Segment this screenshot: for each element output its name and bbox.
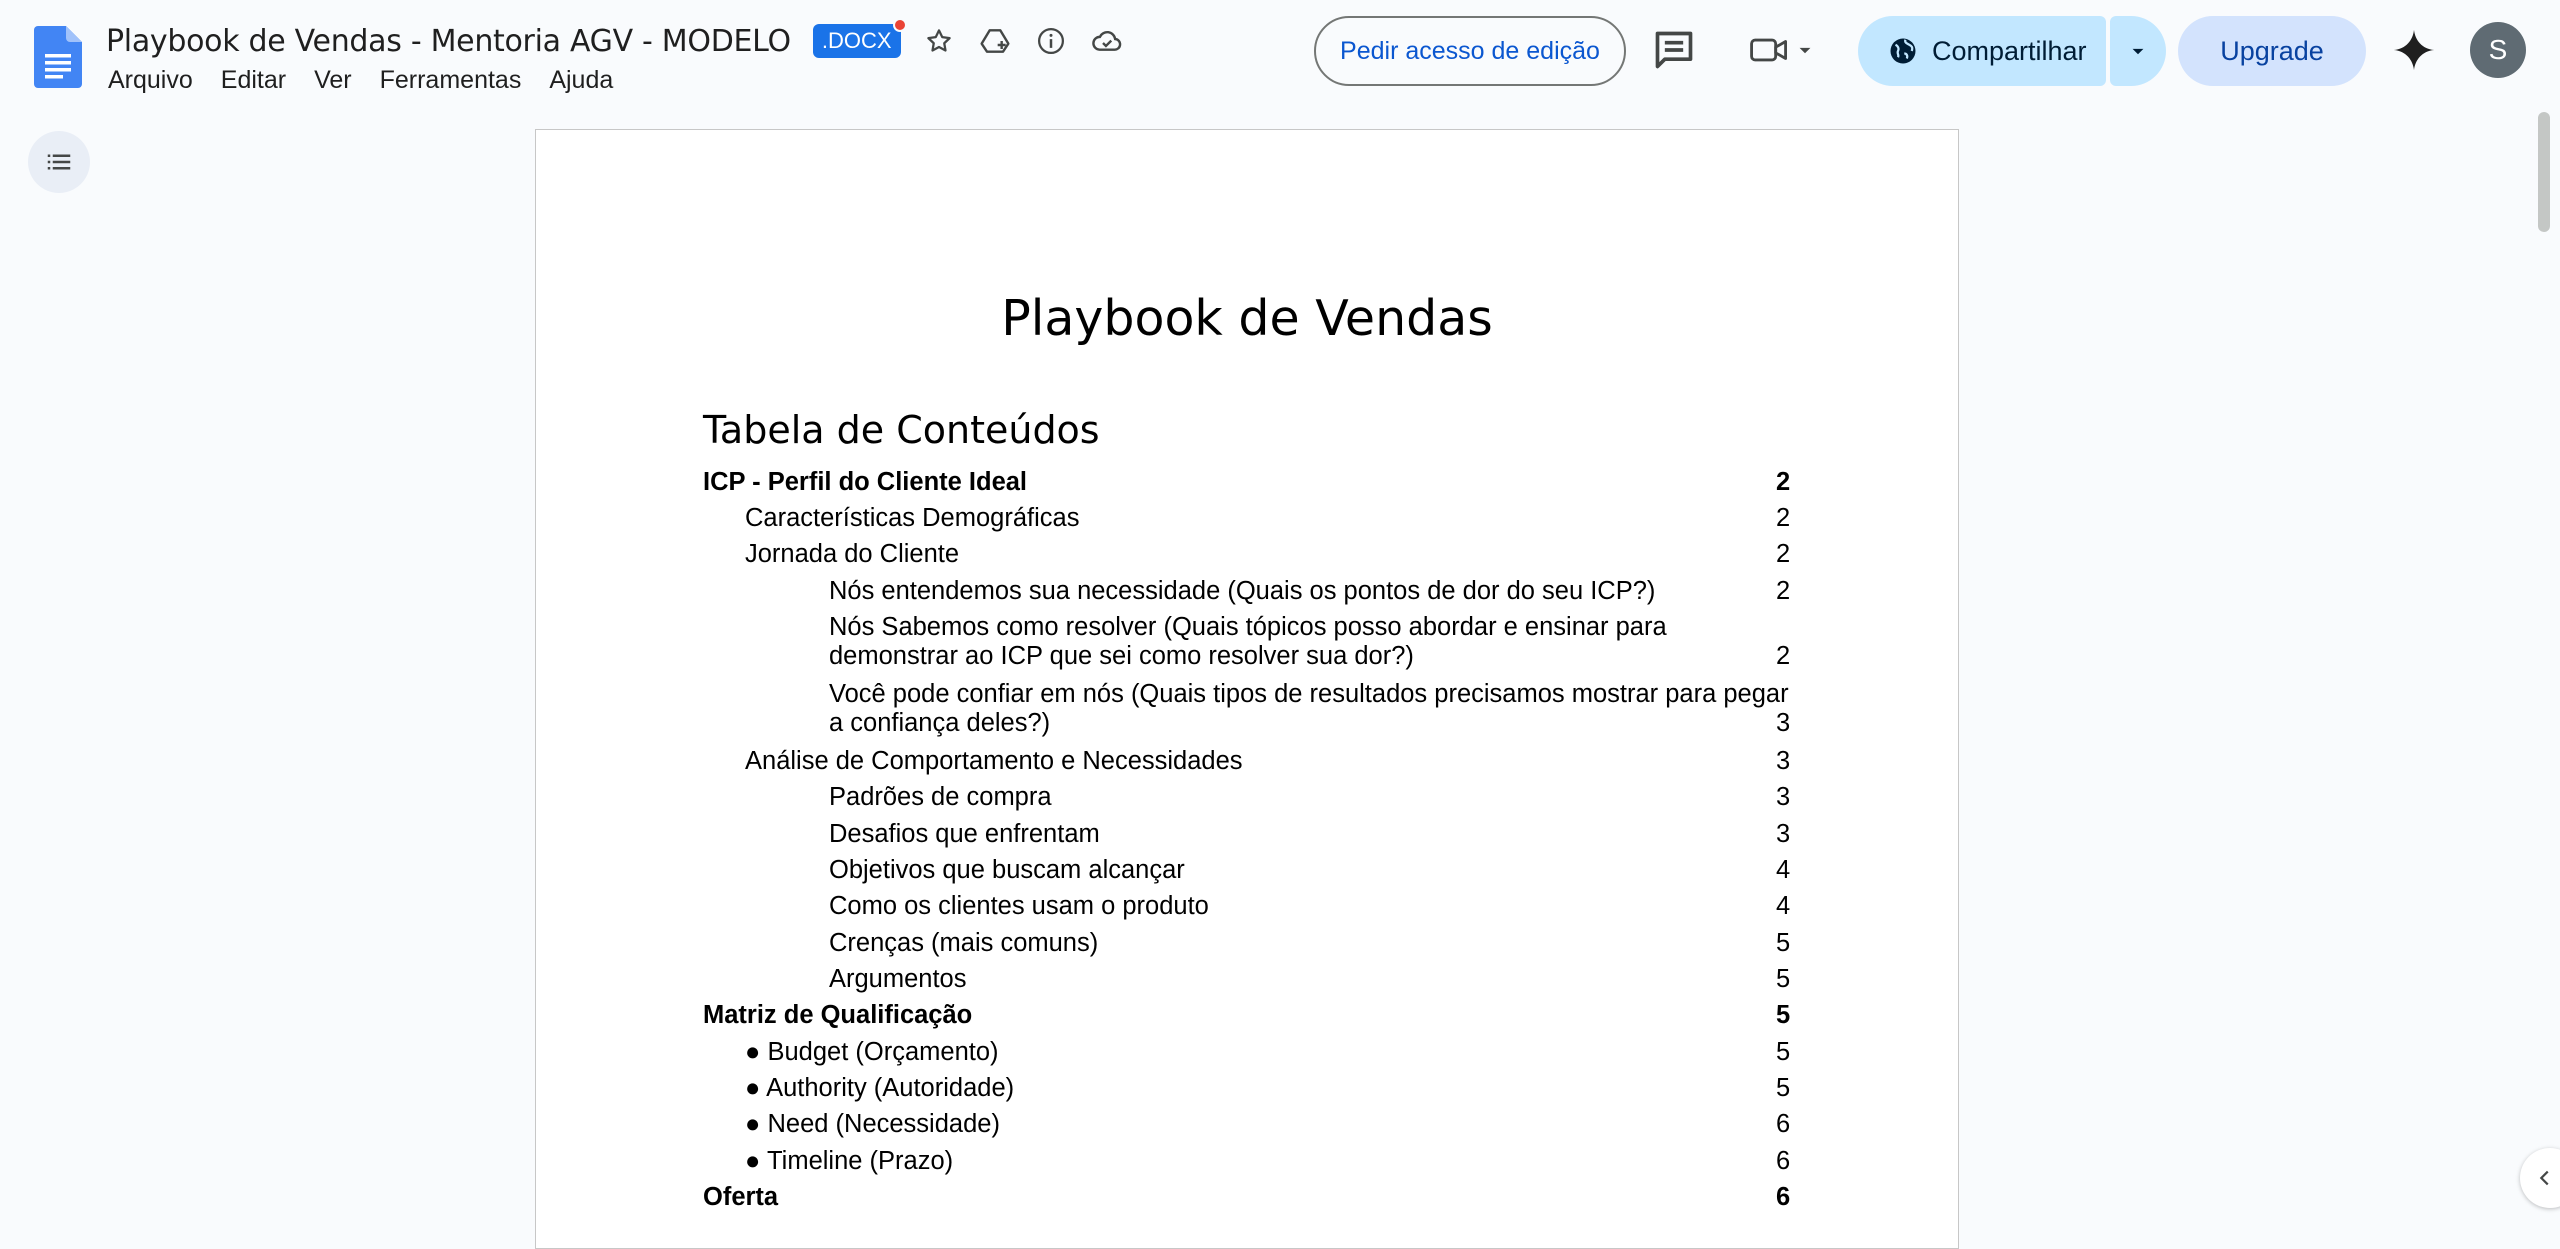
toc-page-number[interactable]: 3 [1776, 747, 1791, 775]
toc-page-number[interactable]: 6 [1776, 1147, 1791, 1175]
toc-page-number[interactable]: 5 [1776, 965, 1791, 993]
toc-entry-text[interactable]: Características Demográficas [745, 504, 1080, 532]
toc-title: Tabela de Conteúdos [703, 408, 1100, 452]
info-icon[interactable] [1033, 23, 1069, 59]
toc-entry-text[interactable]: Oferta [703, 1183, 779, 1211]
move-to-drive-icon[interactable] [977, 23, 1013, 59]
docx-format-badge[interactable] [813, 24, 901, 58]
upgrade-button[interactable]: Upgrade [2178, 16, 2366, 86]
toc-page-number[interactable]: 3 [1776, 820, 1791, 848]
notification-dot-icon [893, 18, 907, 32]
toc-entry-text[interactable]: ● Timeline (Prazo) [745, 1147, 954, 1175]
comments-icon[interactable] [1652, 28, 1696, 72]
gemini-sparkle-icon[interactable] [2392, 28, 2436, 72]
toc-entry-text[interactable]: Objetivos que buscam alcançar [829, 856, 1185, 884]
share-label: Compartilhar [1932, 35, 2087, 66]
menu-ajuda[interactable]: Ajuda [549, 66, 614, 94]
toc-page-number[interactable]: 5 [1776, 929, 1791, 957]
toc-entry-text-continued[interactable]: a confiança deles?) [829, 709, 1051, 737]
document-outline-button[interactable] [28, 131, 90, 193]
scrollbar-thumb[interactable] [2538, 112, 2550, 232]
share-button-group [1858, 16, 2166, 86]
document-title[interactable]: Playbook de Vendas - Mentoria AGV - MODELO [106, 23, 791, 59]
toc-page-number[interactable]: 6 [1776, 1110, 1791, 1138]
meet-button[interactable] [1748, 28, 1838, 72]
toc-entry-text[interactable]: Você pode confiar em nós (Quais tipos de resultados precisamos mostrar para pegar [829, 680, 1789, 708]
toc-entry-text[interactable]: ● Authority (Autoridade) [745, 1074, 1015, 1102]
toc-page-number[interactable]: 5 [1776, 1074, 1791, 1102]
scrollbar-track[interactable] [2530, 104, 2560, 1211]
video-camera-icon [1748, 33, 1792, 67]
star-icon[interactable] [921, 23, 957, 59]
toc-page-number[interactable]: 5 [1776, 1038, 1791, 1066]
cloud-saved-icon[interactable] [1089, 23, 1125, 59]
toc-entry-text[interactable]: ● Budget (Orçamento) [745, 1038, 999, 1066]
menu-editar[interactable]: Editar [220, 66, 287, 94]
toc-page-number[interactable]: 6 [1776, 1183, 1791, 1211]
toc-entry-text[interactable]: Desafios que enfrentam [829, 820, 1100, 848]
toc-entry-text[interactable]: ● Need (Necessidade) [745, 1110, 1000, 1138]
share-button[interactable] [1858, 16, 2106, 86]
toc-page-number[interactable]: 2 [1776, 504, 1791, 532]
side-panel-toggle[interactable] [2520, 1148, 2560, 1208]
toc-entry-text[interactable]: Crenças (mais comuns) [829, 929, 1099, 957]
chevron-down-icon [1792, 37, 1818, 63]
toc-entry-text[interactable]: Matriz de Qualificação [703, 1001, 973, 1029]
toc-page-number[interactable]: 4 [1776, 856, 1791, 884]
toc-entry-text[interactable]: ICP - Perfil do Cliente Ideal [703, 468, 1028, 496]
google-docs-logo-icon[interactable] [34, 26, 82, 88]
menu-arquivo[interactable]: Arquivo [108, 66, 193, 94]
toc-entry-text[interactable]: Como os clientes usam o produto [829, 892, 1209, 920]
chevron-down-icon [2125, 38, 2151, 64]
toc-entry-text[interactable]: Nós Sabemos como resolver (Quais tópicos posso abordar e ensinar para [829, 613, 1667, 641]
document-heading: Playbook de Vendas [1001, 290, 1493, 347]
globe-icon [1888, 36, 1918, 66]
toc-page-number[interactable]: 2 [1776, 468, 1791, 496]
toc-page-number[interactable]: 3 [1776, 783, 1791, 811]
menu-bar [108, 62, 641, 99]
request-edit-access-button[interactable]: Pedir acesso de edição [1314, 16, 1626, 86]
toc-entry-text[interactable]: Jornada do Cliente [745, 540, 960, 568]
toc-page-number[interactable]: 2 [1776, 642, 1791, 670]
share-options-dropdown[interactable] [2110, 16, 2166, 86]
menu-ferramentas[interactable]: Ferramentas [379, 66, 522, 94]
toc-page-number[interactable]: 5 [1776, 1001, 1791, 1029]
toc-page-number[interactable]: 2 [1776, 577, 1791, 605]
toc-page-number[interactable]: 3 [1776, 709, 1791, 737]
user-avatar[interactable]: S [2470, 22, 2526, 78]
chevron-left-icon [2534, 1167, 2556, 1189]
toc-entry-text[interactable]: Nós entendemos sua necessidade (Quais os pontos de dor do seu ICP?) [829, 577, 1656, 605]
toc-entry-text[interactable]: Argumentos [829, 965, 967, 993]
toc-page-number[interactable]: 2 [1776, 540, 1791, 568]
toc-entry-text[interactable]: Análise de Comportamento e Necessidades [745, 747, 1243, 775]
menu-ver[interactable]: Ver [314, 66, 352, 94]
toc-entry-text-continued[interactable]: demonstrar ao ICP que sei como resolver sua dor?) [829, 642, 1414, 670]
docx-badge-label: .DOCX [821, 28, 892, 53]
docs-header [0, 0, 2560, 104]
toc-entry-text[interactable]: Padrões de compra [829, 783, 1052, 811]
toc-page-number[interactable]: 4 [1776, 892, 1791, 920]
outline-list-icon [44, 147, 74, 177]
